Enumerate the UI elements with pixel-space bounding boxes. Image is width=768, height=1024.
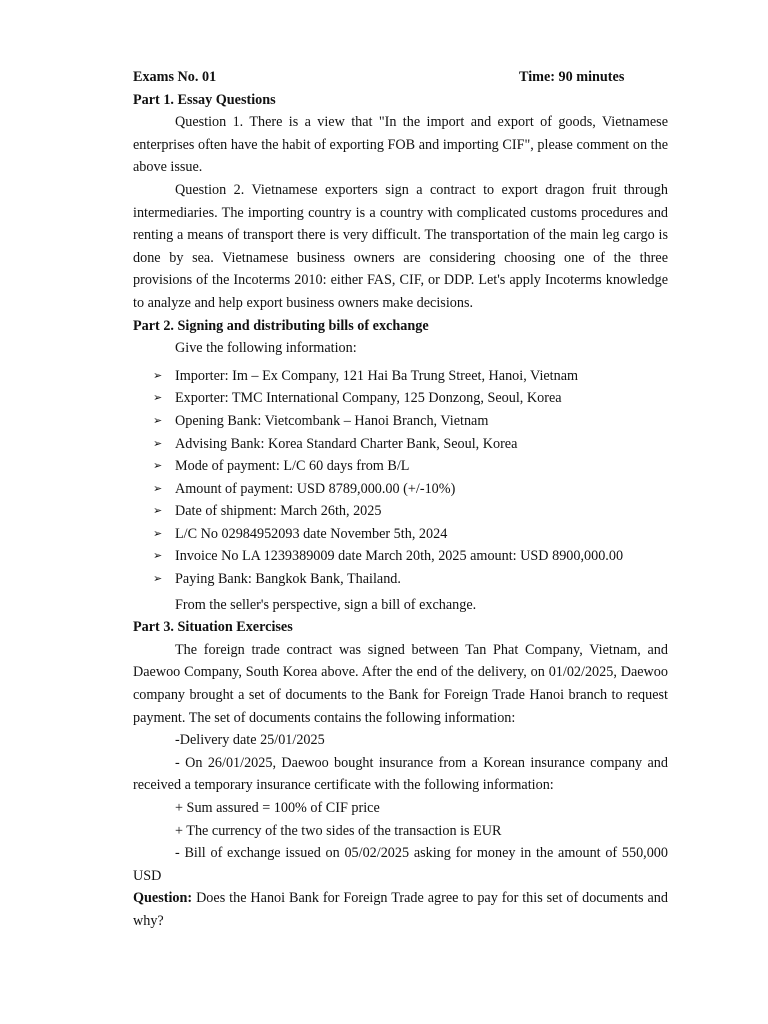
part3-title: Part 3. Situation Exercises bbox=[133, 619, 293, 636]
list-item: ➢ Opening Bank: Vietcombank – Hanoi Branch, Vietnam bbox=[153, 410, 668, 433]
list-item: ➢ Invoice No LA 1239389009 date March 20th, 2025 amount: USD 8900,000.00 bbox=[153, 545, 668, 568]
part3-currency: + The currency of the two sides of the transaction is EUR bbox=[175, 822, 502, 839]
arrow-bullet-icon: ➢ bbox=[153, 549, 163, 563]
arrow-bullet-icon: ➢ bbox=[153, 526, 163, 540]
list-item: ➢ Date of shipment: March 26th, 2025 bbox=[153, 500, 668, 523]
list-item: ➢ Exporter: TMC International Company, 125 Donzong, Seoul, Korea bbox=[153, 387, 668, 410]
exam-header bbox=[133, 66, 668, 89]
part3-delivery-date: -Delivery date 25/01/2025 bbox=[175, 732, 325, 749]
list-item: ➢ L/C No 02984952093 date November 5th, 2024 bbox=[153, 523, 668, 546]
arrow-bullet-icon: ➢ bbox=[153, 368, 163, 382]
list-item: ➢ Paying Bank: Bangkok Bank, Thailand. bbox=[153, 568, 668, 591]
part1-question1: Question 1. There is a view that "In the import and export of goods, Vietnamese enterprises often have the habit of exporting FOB and importing CIF", please comment on the above issue. bbox=[133, 114, 668, 176]
question-label: Question: bbox=[133, 890, 193, 907]
exam-time: Time: 90 minutes bbox=[519, 69, 625, 85]
list-item: ➢ Advising Bank: Korea Standard Charter Bank, Seoul, Korea bbox=[153, 433, 668, 456]
part2-title: Part 2. Signing and distributing bills of exchange bbox=[133, 317, 429, 334]
arrow-bullet-icon: ➢ bbox=[153, 413, 163, 427]
part3-insurance: - On 26/01/2025, Daewoo bought insurance from a Korean insurance company and received a temporary insurance certificate with the following information: bbox=[133, 754, 668, 794]
part3-paragraph1: The foreign trade contract was signed between Tan Phat Company, Vietnam, and Daewoo Company, South Korea above. After the end of the delivery, on 01/02/2025, Daewoo company brought a set of documents to the Bank for Foreign Trade Hanoi branch to request payment. The set of documents contains the following information: bbox=[133, 641, 668, 726]
arrow-bullet-icon: ➢ bbox=[153, 391, 163, 405]
list-item: ➢ Amount of payment: USD 8789,000.00 (+/-10%) bbox=[153, 478, 668, 501]
list-item: ➢ Importer: Im – Ex Company, 121 Hai Ba Trung Street, Hanoi, Vietnam bbox=[153, 365, 668, 388]
arrow-bullet-icon: ➢ bbox=[153, 459, 163, 473]
arrow-bullet-icon: ➢ bbox=[153, 436, 163, 450]
part3-sum-assured: + Sum assured = 100% of CIF price bbox=[175, 800, 380, 816]
exam-page bbox=[133, 66, 668, 933]
part2-info-list bbox=[133, 365, 668, 591]
part3-question bbox=[133, 887, 668, 932]
arrow-bullet-icon: ➢ bbox=[153, 481, 163, 495]
arrow-bullet-icon: ➢ bbox=[153, 504, 163, 518]
list-item: ➢ Mode of payment: L/C 60 days from B/L bbox=[153, 455, 668, 478]
part1-question2: Question 2. Vietnamese exporters sign a contract to export dragon fruit through intermediaries. The importing country is a country with complicated customs procedures and renting a means of transport there is very difficult. The transportation of the main leg cargo is done by sea. Vietnamese business owners are considering choosing one of the three provisions of the Incoterms 2010: either FAS, CIF, or DDP. Let's apply Incoterms knowledge to analyze and help export business owners make decisions. bbox=[133, 181, 668, 311]
part3-bill-of-exchange: - Bill of exchange issued on 05/02/2025 asking for money in the amount of 550,000 USD bbox=[133, 845, 668, 884]
part2-closing: From the seller's perspective, sign a bill of exchange. bbox=[175, 596, 477, 613]
exam-number: Exams No. 01 bbox=[133, 69, 217, 85]
part2-intro: Give the following information: bbox=[175, 340, 357, 357]
arrow-bullet-icon: ➢ bbox=[153, 572, 163, 586]
part1-title: Part 1. Essay Questions bbox=[133, 91, 276, 108]
question-text: Does the Hanoi Bank for Foreign Trade agree to pay for this set of documents and why? bbox=[133, 890, 668, 929]
